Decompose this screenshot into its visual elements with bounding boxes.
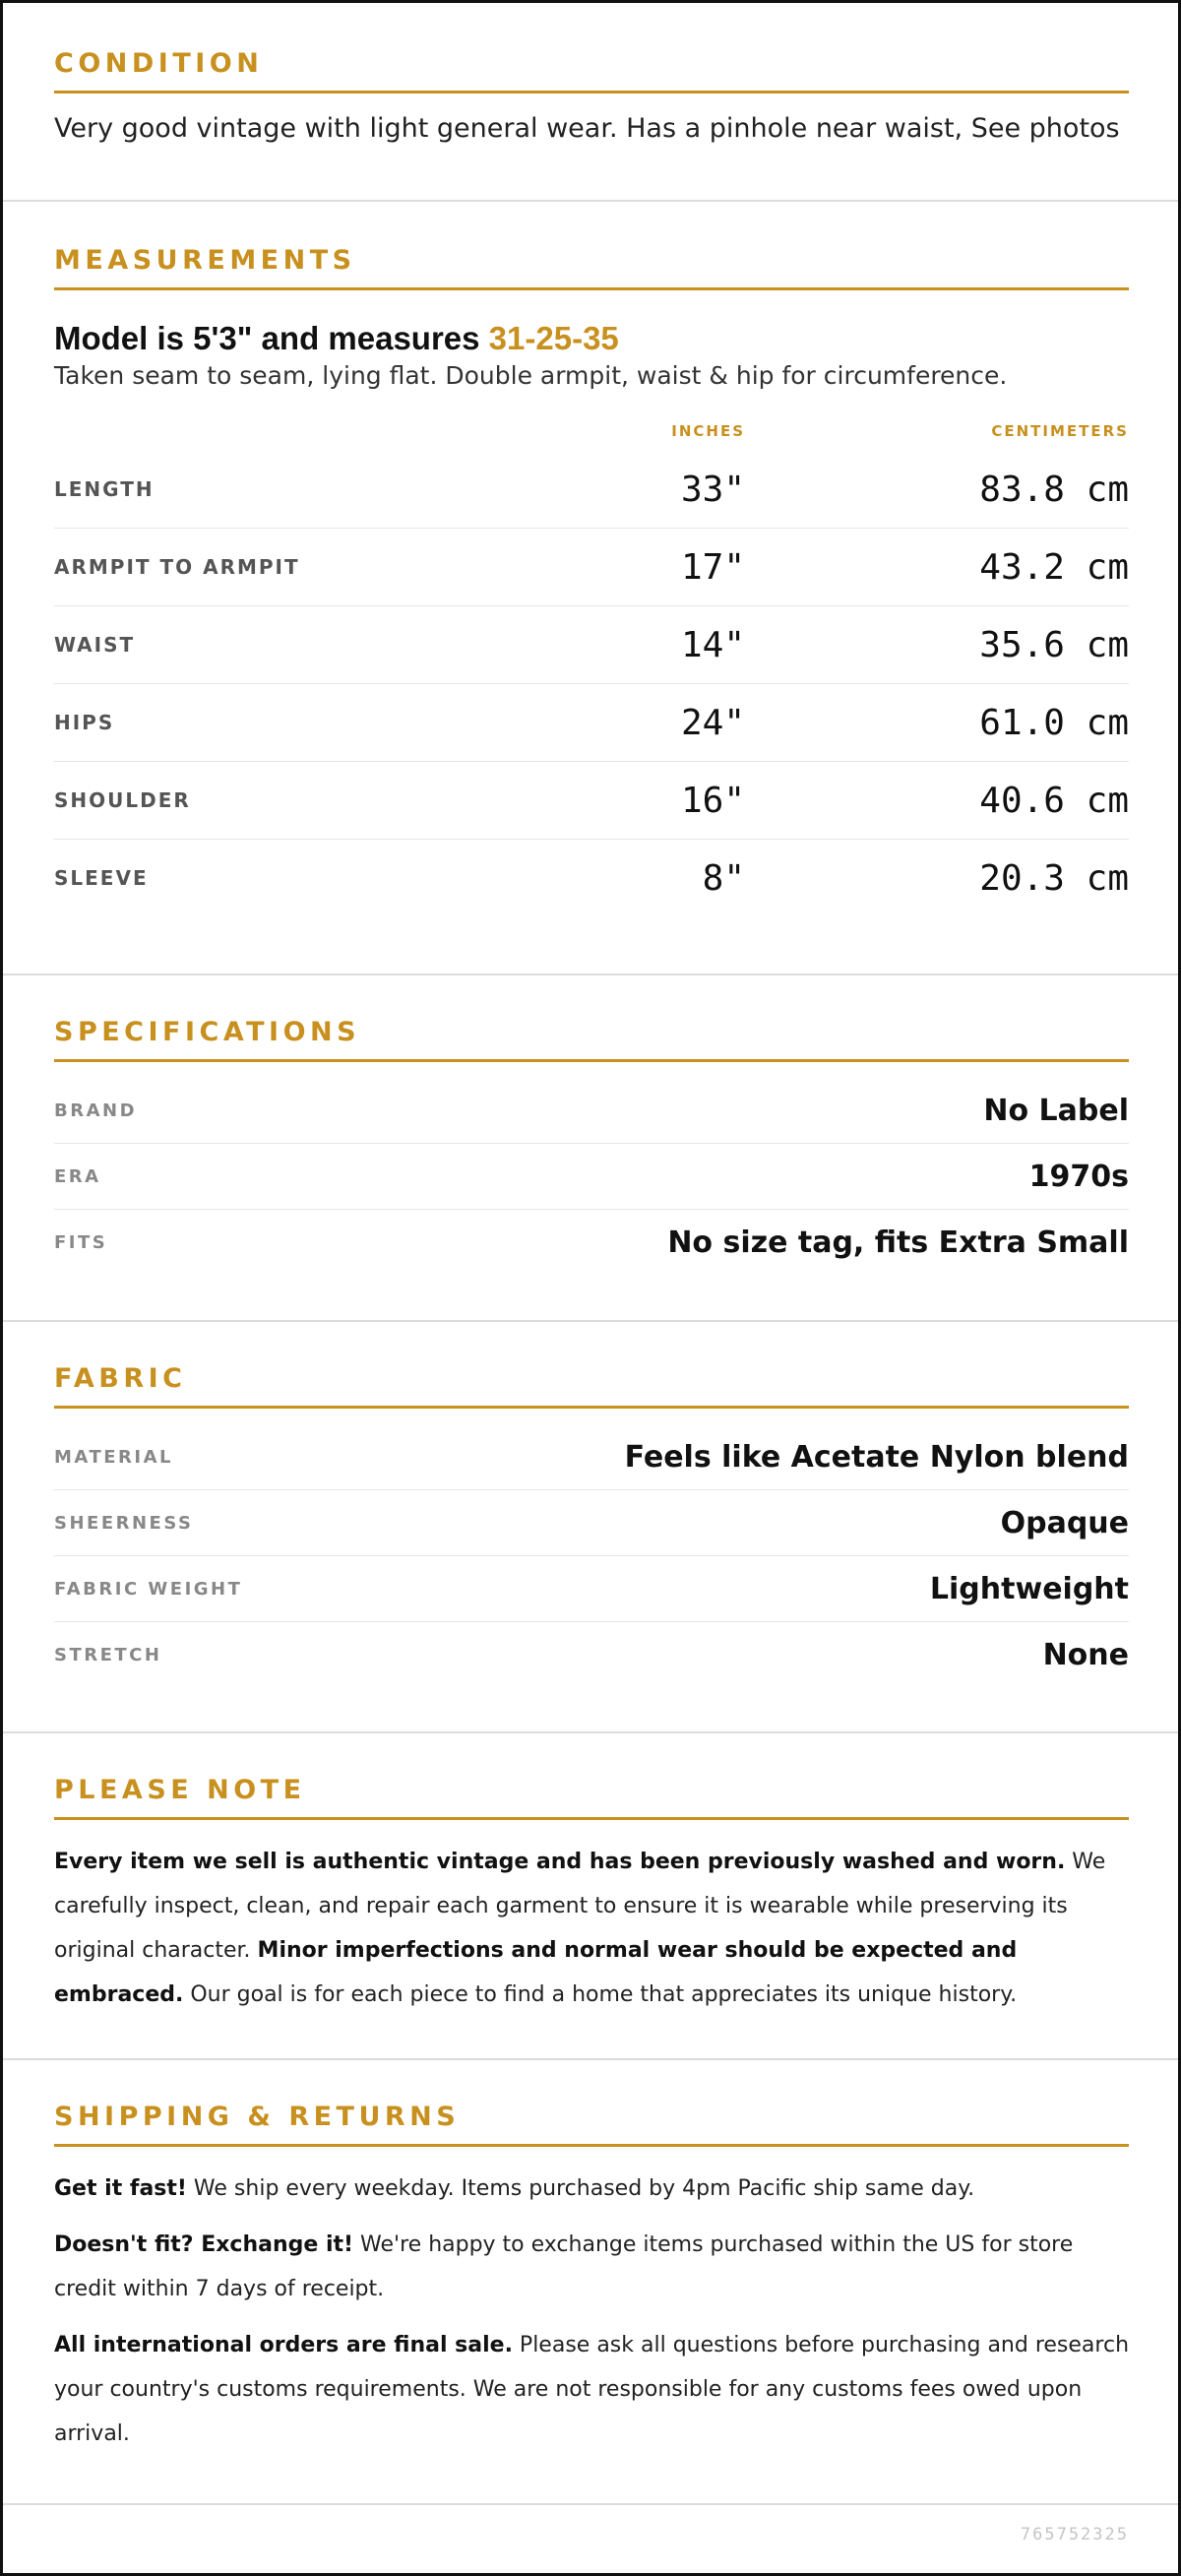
measurements-section: [3, 202, 1178, 975]
measurement-row: [54, 529, 1129, 606]
specifications-list: [54, 1078, 1129, 1275]
measurement-row: [54, 606, 1129, 684]
measurement-label: ARMPIT TO ARMPIT: [54, 555, 300, 580]
shipping-paragraphs: [54, 2167, 1129, 2456]
measurement-label: HIPS: [54, 711, 115, 735]
shipping-bold: Get it fast!: [54, 2176, 187, 2202]
fabric-heading: FABRIC: [54, 1363, 1129, 1409]
fabric-value: Opaque: [1000, 1505, 1129, 1540]
shipping-returns-section: [3, 2060, 1178, 2505]
measurements-heading: MEASUREMENTS: [54, 245, 1129, 290]
fabric-list: [54, 1424, 1129, 1687]
measurement-cm: 40.6 cm: [979, 780, 1129, 821]
please-note-heading: PLEASE NOTE: [54, 1775, 1129, 1820]
note-bold-1: Every item we sell is authentic vintage and has been previously washed and worn.: [54, 1850, 1066, 1875]
measurement-cm: 61.0 cm: [979, 702, 1129, 743]
spec-value: No Label: [983, 1093, 1129, 1128]
model-measurements-prefix: Model is 5'3" and measures: [54, 320, 489, 357]
measurements-table-header: [54, 411, 1129, 451]
measurements-table: [54, 451, 1129, 916]
fabric-value: Feels like Acetate Nylon blend: [624, 1439, 1129, 1475]
measurement-row: [54, 684, 1129, 762]
shipping-text: We're happy to exchange items purchased within the US for store credit within 7 days of receipt.: [54, 2232, 1074, 2302]
measurement-label: SHOULDER: [54, 788, 191, 813]
fabric-row-sheerness: [54, 1490, 1129, 1556]
model-measurements: [54, 320, 1129, 357]
spec-row-fits: [54, 1210, 1129, 1275]
measurement-cm: 83.8 cm: [979, 469, 1129, 510]
shipping-returns-heading: SHIPPING & RETURNS: [54, 2102, 1129, 2147]
condition-section: [3, 3, 1178, 202]
spec-label: ERA: [54, 1165, 101, 1187]
shipping-bold: Doesn't fit? Exchange it!: [54, 2232, 354, 2258]
centimeters-column-header: CENTIMETERS: [991, 422, 1129, 441]
product-id: 765752325: [1020, 2525, 1129, 2545]
fabric-label: MATERIAL: [54, 1446, 173, 1468]
fabric-value: Lightweight: [929, 1571, 1129, 1606]
measurement-inches: 33": [680, 469, 745, 510]
fabric-label: SHEERNESS: [54, 1512, 194, 1534]
shipping-text: We ship every weekday. Items purchased by 4pm Pacific ship same day.: [186, 2176, 975, 2202]
spec-row-era: [54, 1144, 1129, 1210]
measurement-label: LENGTH: [54, 477, 155, 502]
specifications-section: [3, 975, 1178, 1322]
shipping-text: Please ask all questions before purchasing and research your country's customs requirements. We are not responsible for any customs fees owed upon arrival.: [54, 2333, 1130, 2447]
spec-value: No size tag, fits Extra Small: [667, 1225, 1129, 1260]
measurement-row: [54, 840, 1129, 916]
fabric-row-weight: [54, 1556, 1129, 1622]
measurement-inches: 14": [680, 624, 745, 665]
measurement-cm: 20.3 cm: [979, 857, 1129, 899]
note-text-2: Our goal is for each piece to find a home that appreciates its unique history.: [183, 1982, 1018, 2008]
measurement-label: SLEEVE: [54, 866, 149, 891]
condition-text: Very good vintage with light general wear. Has a pinhole near waist, See photos: [54, 113, 1120, 145]
shipping-paragraph: [54, 2167, 1129, 2211]
fabric-section: [3, 1322, 1178, 1733]
measurement-inches: 24": [680, 702, 745, 743]
measurement-cm: 35.6 cm: [979, 624, 1129, 665]
fabric-row-material: [54, 1424, 1129, 1490]
fabric-label: STRETCH: [54, 1644, 162, 1665]
specifications-heading: SPECIFICATIONS: [54, 1017, 1129, 1062]
please-note-text: [54, 1840, 1129, 2017]
measurement-inches: 16": [680, 780, 745, 821]
shipping-paragraph: [54, 2223, 1129, 2311]
please-note-section: [3, 1733, 1178, 2060]
note-text-1: We carefully inspect, clean, and repair each garment to ensure it is wearable while preserving its original character.: [54, 1850, 1106, 1964]
condition-heading: CONDITION: [54, 48, 1129, 94]
measurement-inches: 8": [702, 857, 745, 899]
spec-label: BRAND: [54, 1100, 138, 1121]
model-measurements-stats: 31-25-35: [488, 320, 619, 357]
spec-value: 1970s: [1028, 1159, 1129, 1194]
shipping-bold: All international orders are final sale.: [54, 2333, 513, 2358]
fabric-row-stretch: [54, 1622, 1129, 1687]
measurement-label: WAIST: [54, 633, 136, 658]
fabric-label: FABRIC WEIGHT: [54, 1578, 243, 1600]
fabric-value: None: [1042, 1637, 1129, 1672]
measurement-inches: 17": [680, 546, 745, 588]
measurement-row: [54, 762, 1129, 840]
measurements-subtitle: Taken seam to seam, lying flat. Double armpit, waist & hip for circumference.: [54, 361, 1008, 391]
inches-column-header: INCHES: [671, 422, 745, 441]
spec-row-brand: [54, 1078, 1129, 1144]
shipping-paragraph: [54, 2323, 1129, 2456]
measurement-cm: 43.2 cm: [979, 546, 1129, 588]
note-bold-2: Minor imperfections and normal wear should be expected and embraced.: [54, 1938, 1018, 2008]
measurement-row: [54, 451, 1129, 529]
spec-label: FITS: [54, 1231, 108, 1253]
